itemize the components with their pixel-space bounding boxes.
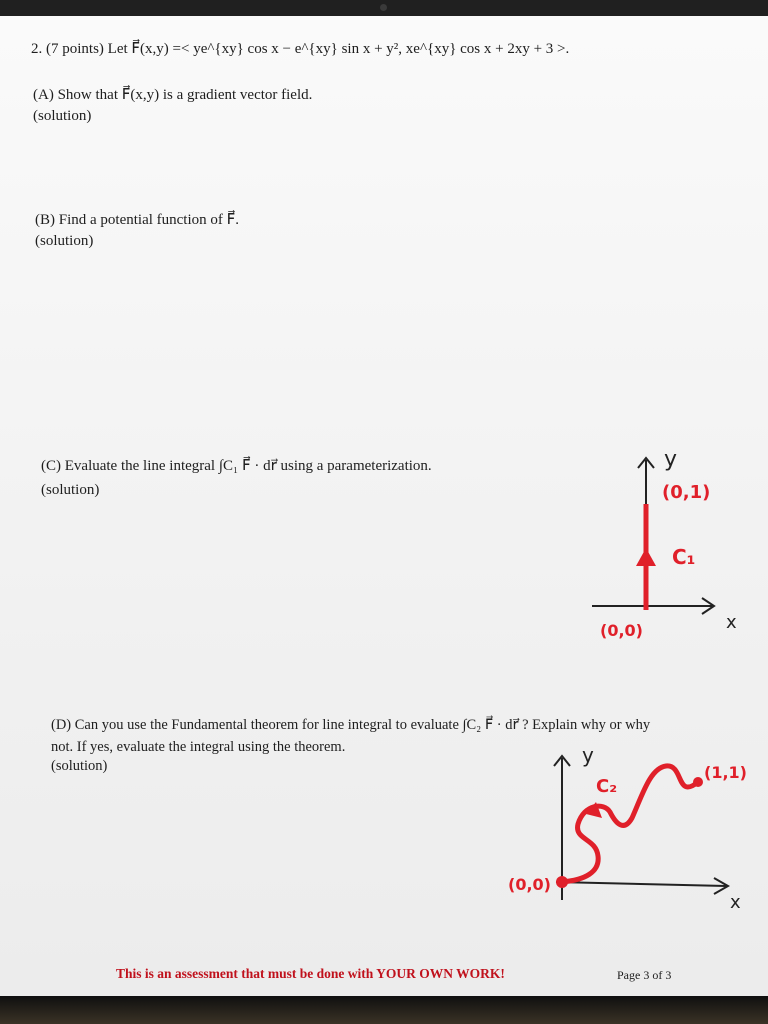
figure-c-start-point: (0,0) bbox=[600, 621, 643, 640]
figure-c-y-label: y bbox=[664, 447, 678, 472]
figure-d-y-label: y bbox=[582, 743, 594, 767]
page-number: Page 3 of 3 bbox=[617, 968, 672, 982]
figure-d-sketch bbox=[500, 740, 760, 920]
footer-notice: This is an assessment that must be done with YOUR OWN WORK! bbox=[116, 966, 505, 981]
figure-d-start-point: (0,0) bbox=[508, 875, 551, 894]
figure-d-x-label: x bbox=[730, 892, 741, 913]
part-c-solution-label: (solution) bbox=[41, 482, 100, 498]
figure-d-end-point: (1,1) bbox=[704, 763, 747, 782]
figure-c-x-label: x bbox=[726, 612, 737, 633]
figure-d-start-dot bbox=[556, 876, 568, 888]
curve-c1-arrow-icon bbox=[636, 548, 656, 566]
curve-c1 bbox=[636, 504, 656, 610]
part-b-solution-label: (solution) bbox=[35, 233, 94, 249]
figure-c-end-point: (0,1) bbox=[662, 482, 711, 503]
curve-c2-label: C₂ bbox=[596, 776, 618, 797]
problem-header: 2. (7 points) Let F⃗(x,y) =< ye^{xy} cos x − e^{xy} sin x + y², xe^{xy} cos x + 2xy + 3 >. bbox=[31, 41, 570, 57]
part-d-solution-label: (solution) bbox=[51, 758, 108, 774]
part-b-prompt: (B) Find a potential function of F⃗. bbox=[35, 212, 240, 228]
curve-c1-label: C₁ bbox=[672, 545, 696, 569]
figure-d-end-dot bbox=[693, 777, 703, 787]
part-c-prompt: (C) Evaluate the line integral ∫C₁ F⃗ · dr⃗ using a parameterization. bbox=[41, 458, 432, 474]
screen-bezel-bottom bbox=[0, 996, 768, 1024]
part-a-solution-label: (solution) bbox=[33, 108, 92, 124]
part-d-prompt-line1: (D) Can you use the Fundamental theorem for line integral to evaluate ∫C₂ F⃗ · dr⃗ ? Explain why or why bbox=[51, 717, 651, 733]
screen-bezel-top bbox=[0, 0, 768, 16]
curve-c2 bbox=[562, 766, 698, 882]
camera-icon bbox=[380, 4, 387, 11]
figure-c-sketch bbox=[580, 440, 750, 650]
part-a-prompt: (A) Show that F⃗(x,y) is a gradient vector field. bbox=[33, 87, 313, 103]
part-d-prompt-line2: not. If yes, evaluate the integral using the theorem. bbox=[51, 739, 346, 755]
figure-c-x-axis bbox=[592, 598, 714, 614]
